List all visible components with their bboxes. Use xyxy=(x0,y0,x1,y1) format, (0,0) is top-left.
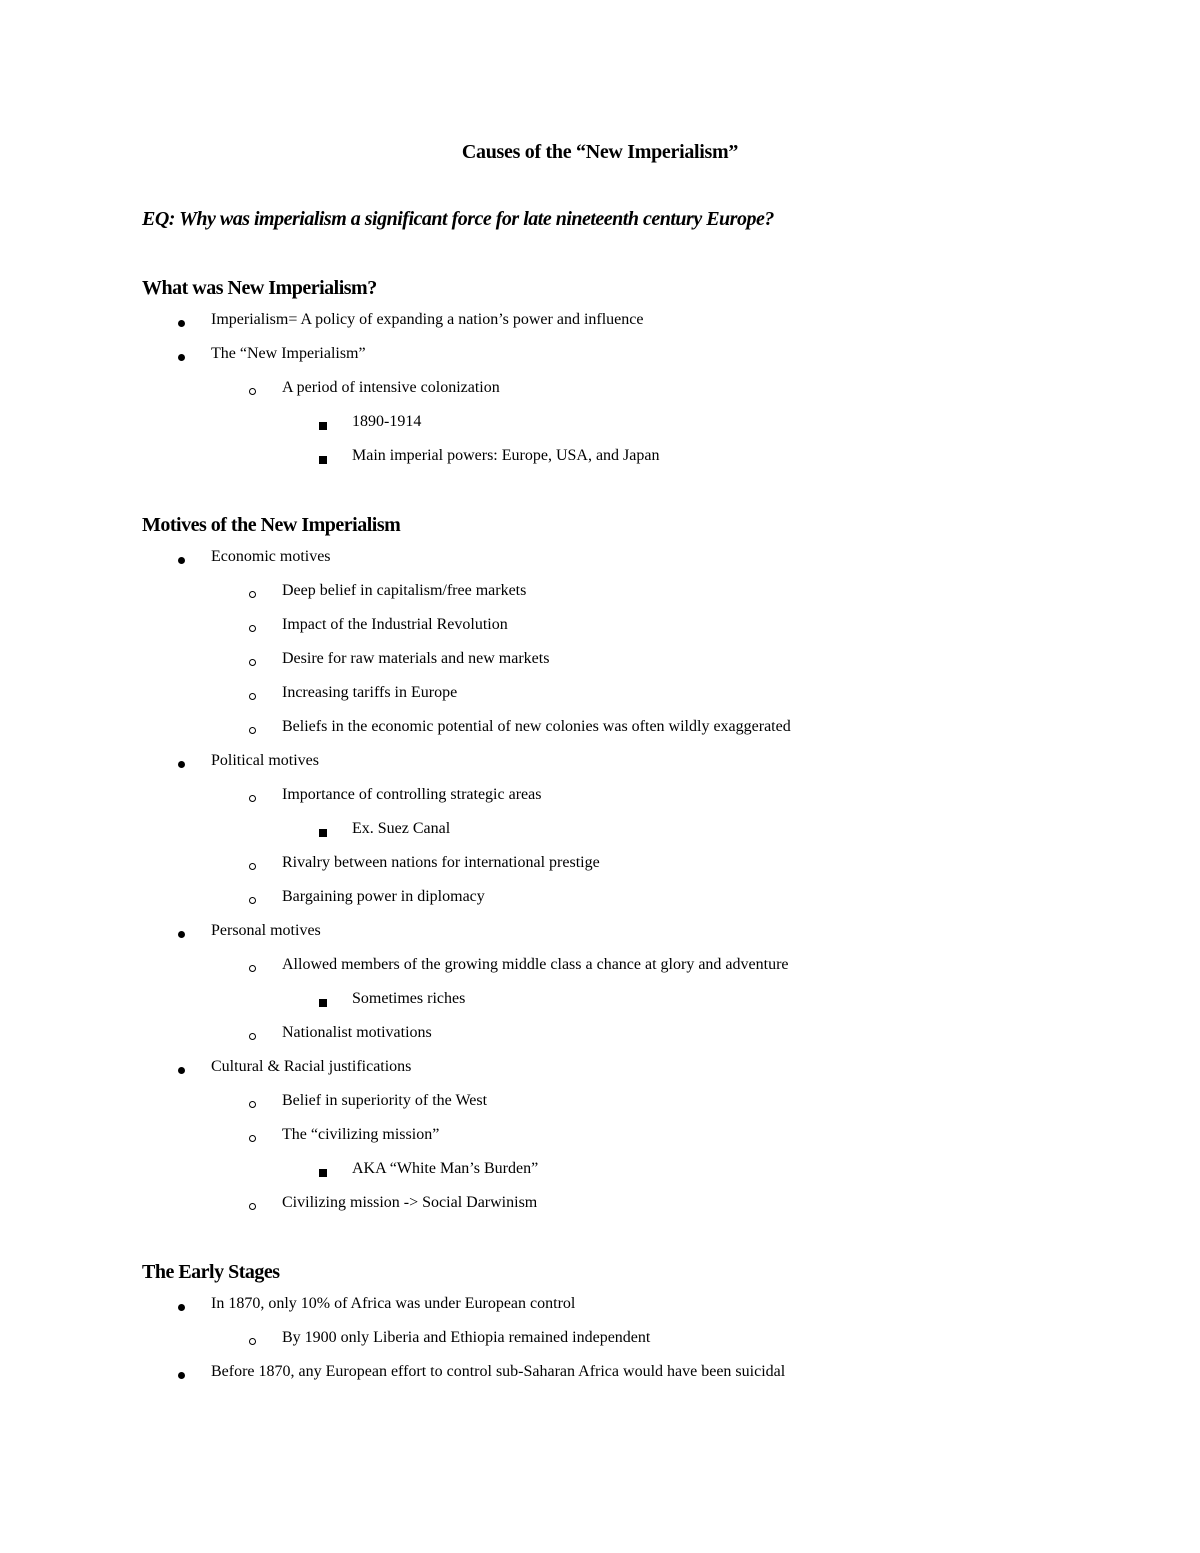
filled-circle-bullet-icon xyxy=(178,1372,185,1379)
list-item xyxy=(0,548,1200,572)
list-item-text: Importance of controlling strategic areas xyxy=(282,786,542,803)
list-item-text: Sometimes riches xyxy=(352,990,466,1007)
square-bullet-icon xyxy=(319,456,327,464)
list-item-text: Beliefs in the economic potential of new colonies was often wildly exaggerated xyxy=(282,718,791,735)
list-item-text: Allowed members of the growing middle class a chance at glory and adventure xyxy=(282,956,789,973)
list-item-text: By 1900 only Liberia and Ethiopia remained independent xyxy=(282,1329,651,1346)
filled-circle-bullet-icon xyxy=(178,1304,185,1311)
list-item xyxy=(0,956,1200,980)
list-item xyxy=(0,718,1200,742)
hollow-circle-bullet-icon xyxy=(249,693,256,700)
list-item-text: Political motives xyxy=(211,752,319,769)
list-item-text: Impact of the Industrial Revolution xyxy=(282,616,508,633)
list-item-text: Cultural & Racial justifications xyxy=(211,1058,412,1075)
list-item-text: Personal motives xyxy=(211,922,321,939)
list-item xyxy=(0,379,1200,403)
list-item xyxy=(0,1058,1200,1082)
list-item-text: Desire for raw materials and new markets xyxy=(282,650,550,667)
list-item xyxy=(0,1295,1200,1319)
hollow-circle-bullet-icon xyxy=(249,863,256,870)
list-item xyxy=(0,1194,1200,1218)
list-item-text: The “New Imperialism” xyxy=(211,345,366,362)
list-item xyxy=(0,650,1200,674)
list-item xyxy=(0,752,1200,776)
list-item xyxy=(0,1160,1200,1184)
filled-circle-bullet-icon xyxy=(178,320,185,327)
list-item-text: Bargaining power in diplomacy xyxy=(282,888,485,905)
list-item-text: Increasing tariffs in Europe xyxy=(282,684,458,701)
section-heading: Motives of the New Imperialism xyxy=(142,514,401,536)
hollow-circle-bullet-icon xyxy=(249,388,256,395)
hollow-circle-bullet-icon xyxy=(249,659,256,666)
filled-circle-bullet-icon xyxy=(178,761,185,768)
list-item xyxy=(0,786,1200,810)
list-item xyxy=(0,582,1200,606)
list-item xyxy=(0,888,1200,912)
filled-circle-bullet-icon xyxy=(178,354,185,361)
list-item xyxy=(0,1092,1200,1116)
list-item-text: In 1870, only 10% of Africa was under European control xyxy=(211,1295,576,1312)
hollow-circle-bullet-icon xyxy=(249,1135,256,1142)
list-item-text: Ex. Suez Canal xyxy=(352,820,451,837)
hollow-circle-bullet-icon xyxy=(249,591,256,598)
list-item xyxy=(0,922,1200,946)
list-item-text: AKA “White Man’s Burden” xyxy=(352,1160,539,1177)
list-item-text: Nationalist motivations xyxy=(282,1024,432,1041)
square-bullet-icon xyxy=(319,829,327,837)
list-item-text: Before 1870, any European effort to control sub-Saharan Africa would have been suicidal xyxy=(211,1363,786,1380)
hollow-circle-bullet-icon xyxy=(249,795,256,802)
list-item-text: 1890-1914 xyxy=(352,413,422,430)
filled-circle-bullet-icon xyxy=(178,557,185,564)
hollow-circle-bullet-icon xyxy=(249,1203,256,1210)
section-heading: The Early Stages xyxy=(142,1261,280,1283)
list-item-text: Imperialism= A policy of expanding a nation’s power and influence xyxy=(211,311,644,328)
list-item xyxy=(0,854,1200,878)
list-item xyxy=(0,413,1200,437)
list-item xyxy=(0,345,1200,369)
list-item xyxy=(0,447,1200,471)
hollow-circle-bullet-icon xyxy=(249,727,256,734)
list-item-text: The “civilizing mission” xyxy=(282,1126,440,1143)
list-item-text: Main imperial powers: Europe, USA, and Japan xyxy=(352,447,660,464)
hollow-circle-bullet-icon xyxy=(249,965,256,972)
list-item xyxy=(0,311,1200,335)
list-item-text: Belief in superiority of the West xyxy=(282,1092,488,1109)
list-item-text: A period of intensive colonization xyxy=(282,379,500,396)
list-item-text: Deep belief in capitalism/free markets xyxy=(282,582,527,599)
filled-circle-bullet-icon xyxy=(178,1067,185,1074)
square-bullet-icon xyxy=(319,422,327,430)
list-item-text: Economic motives xyxy=(211,548,331,565)
list-item xyxy=(0,616,1200,640)
list-item xyxy=(0,684,1200,708)
essential-question: EQ: Why was imperialism a significant force for late nineteenth century Europe? xyxy=(142,208,774,230)
hollow-circle-bullet-icon xyxy=(249,1101,256,1108)
filled-circle-bullet-icon xyxy=(178,931,185,938)
hollow-circle-bullet-icon xyxy=(249,1338,256,1345)
list-item xyxy=(0,990,1200,1014)
list-item xyxy=(0,820,1200,844)
square-bullet-icon xyxy=(319,999,327,1007)
list-item xyxy=(0,1024,1200,1048)
section-heading: What was New Imperialism? xyxy=(142,277,377,299)
list-item-text: Rivalry between nations for international prestige xyxy=(282,854,600,871)
hollow-circle-bullet-icon xyxy=(249,897,256,904)
list-item xyxy=(0,1126,1200,1150)
square-bullet-icon xyxy=(319,1169,327,1177)
document-title: Causes of the “New Imperialism” xyxy=(461,141,739,163)
list-item-text: Civilizing mission -> Social Darwinism xyxy=(282,1194,538,1211)
hollow-circle-bullet-icon xyxy=(249,1033,256,1040)
list-item xyxy=(0,1329,1200,1353)
hollow-circle-bullet-icon xyxy=(249,625,256,632)
list-item xyxy=(0,1363,1200,1387)
